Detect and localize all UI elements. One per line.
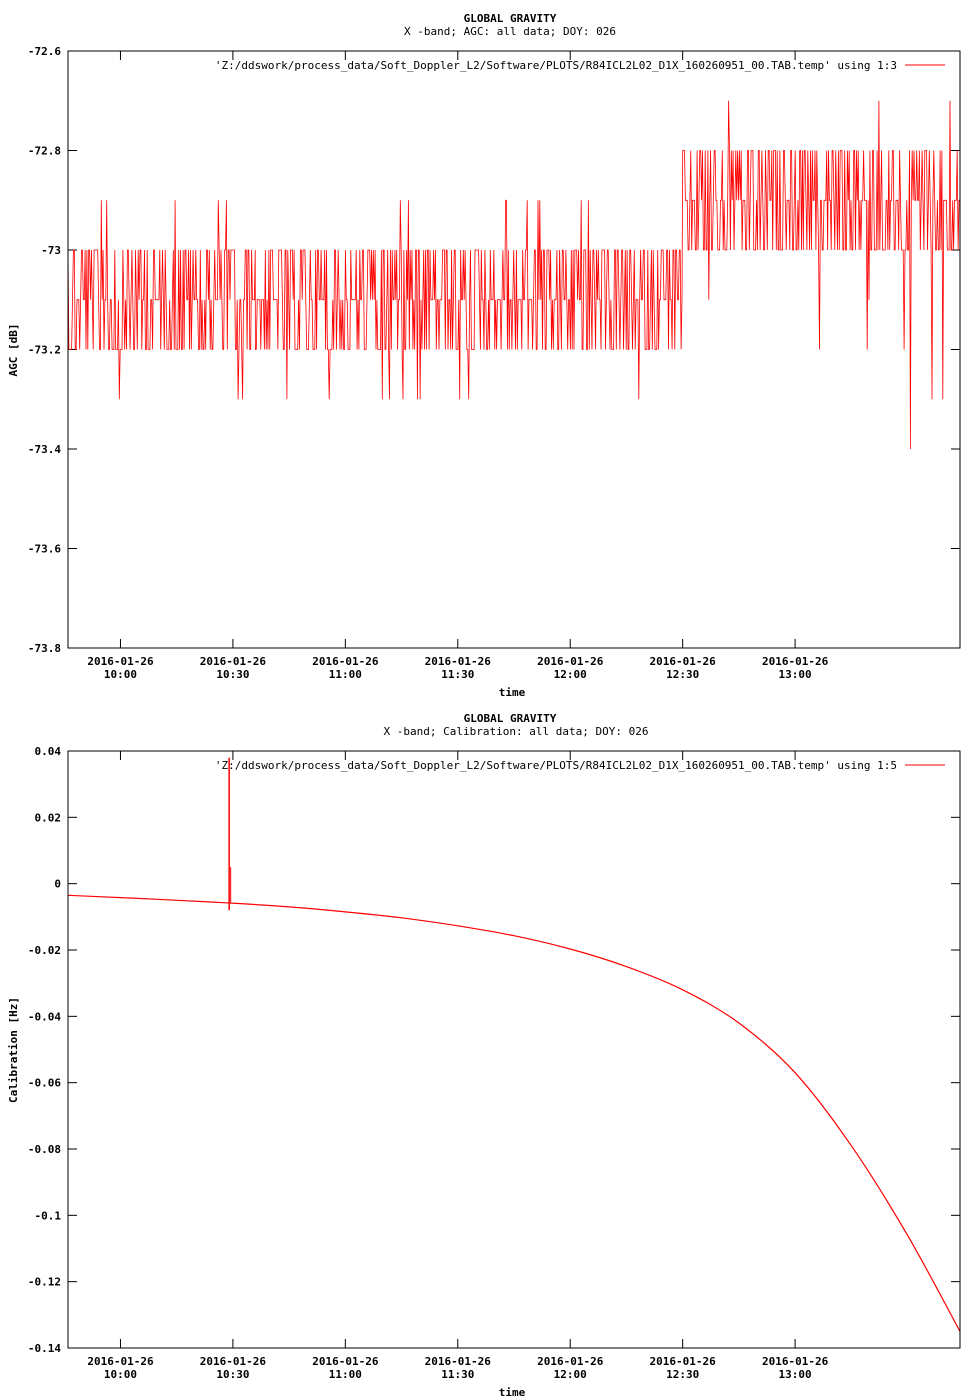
calibration-legend-label: 'Z:/ddswork/process_data/Soft_Doppler_L2/Software/PLOTS/R84ICL2L02_D1X_160260951_00.TAB.temp' using 1:5 <box>214 759 897 772</box>
calibration-ylabel: Calibration [Hz] <box>7 997 20 1103</box>
calibration-title: GLOBAL GRAVITY <box>463 712 557 725</box>
x-tick-date: 2016-01-26 <box>312 1355 379 1368</box>
x-tick-time: 12:30 <box>666 1368 700 1381</box>
x-tick-date: 2016-01-26 <box>649 655 716 668</box>
x-tick-date: 2016-01-26 <box>537 655 604 668</box>
agc-ylabel: AGC [dB] <box>7 323 20 377</box>
x-tick-date: 2016-01-26 <box>424 655 491 668</box>
x-tick-time: 13:00 <box>778 668 812 681</box>
x-tick-date: 2016-01-26 <box>312 655 379 668</box>
y-tick-label: -72.6 <box>27 45 61 58</box>
y-tick-label: -0.12 <box>27 1275 61 1289</box>
x-tick-date: 2016-01-26 <box>649 1355 716 1368</box>
x-tick-date: 2016-01-26 <box>761 1355 829 1368</box>
x-tick-time: 10:30 <box>216 668 250 681</box>
y-tick-label: -72.8 <box>27 144 61 158</box>
x-tick-time: 10:30 <box>216 1368 250 1381</box>
y-tick-label: -0.02 <box>27 944 61 957</box>
x-tick-time: 13:00 <box>778 1368 812 1381</box>
x-tick-time: 11:00 <box>328 668 362 681</box>
agc-title: GLOBAL GRAVITY <box>463 12 557 25</box>
y-tick-label: 0 <box>54 877 61 891</box>
y-tick-label: -0.04 <box>27 1010 61 1024</box>
x-tick-time: 11:30 <box>441 1368 475 1381</box>
x-tick-time: 11:30 <box>441 668 475 681</box>
x-tick-date: 2016-01-26 <box>199 1355 267 1368</box>
x-tick-date: 2016-01-26 <box>761 655 829 668</box>
agc-xlabel: time <box>498 686 526 699</box>
y-tick-label: -73.8 <box>27 642 61 655</box>
agc-subtitle: X -band; AGC: all data; DOY: 026 <box>404 25 616 38</box>
agc-legend-label: 'Z:/ddswork/process_data/Soft_Doppler_L2/Software/PLOTS/R84ICL2L02_D1X_160260951_00.TAB.temp' using 1:3 <box>214 59 897 72</box>
calibration-xlabel: time <box>498 1386 526 1399</box>
x-tick-date: 2016-01-26 <box>199 655 267 668</box>
x-tick-date: 2016-01-26 <box>537 1355 604 1368</box>
x-tick-time: 12:30 <box>666 668 700 681</box>
y-tick-label: -73.6 <box>27 542 61 556</box>
y-tick-label: -0.08 <box>27 1143 61 1156</box>
y-tick-label: -0.06 <box>27 1076 61 1090</box>
x-tick-time: 12:00 <box>553 668 587 681</box>
y-tick-label: -73.2 <box>27 343 61 357</box>
y-tick-label: 0.04 <box>34 745 61 758</box>
x-tick-time: 11:00 <box>328 1368 362 1381</box>
y-tick-label: 0.02 <box>34 811 61 825</box>
x-tick-time: 10:00 <box>103 1368 138 1381</box>
y-tick-label: -0.14 <box>27 1342 61 1355</box>
x-tick-time: 10:00 <box>103 668 138 681</box>
y-tick-label: -73.4 <box>27 443 61 456</box>
x-tick-date: 2016-01-26 <box>424 1355 491 1368</box>
x-tick-date: 2016-01-26 <box>87 655 154 668</box>
y-tick-label: -0.1 <box>34 1209 61 1223</box>
x-tick-time: 12:00 <box>553 1368 587 1381</box>
y-tick-label: -73 <box>41 244 61 257</box>
x-tick-date: 2016-01-26 <box>87 1355 154 1368</box>
calibration-subtitle: X -band; Calibration: all data; DOY: 026 <box>383 725 649 738</box>
